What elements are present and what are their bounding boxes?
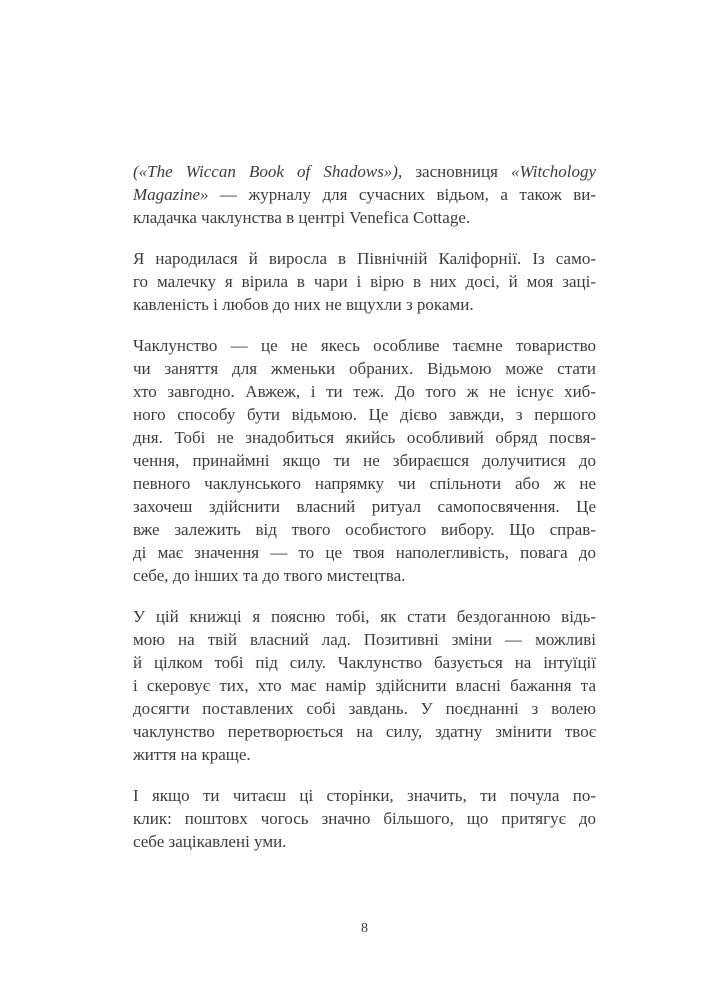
body-text-segment: себе, до інших та до твого мистецтва. (133, 566, 406, 585)
text-line (133, 784, 596, 807)
paragraph (133, 334, 596, 587)
text-line (133, 720, 596, 743)
body-text-segment: У цій книжці я поясню тобі, як стати бездоганною відь- (133, 607, 596, 626)
paragraph (133, 160, 596, 229)
text-line (133, 247, 596, 270)
body-text-segment: І якщо ти читаєш ці сторінки, значить, ти почула по- (133, 786, 596, 805)
body-text-segment: вже залежить від твого особистого вибору. Що справ- (133, 520, 596, 539)
body-text-segment: досягти поставлених собі завдань. У поєднанні з волею (133, 699, 596, 718)
text-line (133, 270, 596, 293)
text-line (133, 293, 596, 316)
text-line (133, 674, 596, 697)
text-line (133, 334, 596, 357)
text-line (133, 206, 596, 229)
text-line (133, 830, 596, 853)
text-line (133, 472, 596, 495)
text-line (133, 541, 596, 564)
body-text-segment: певного чаклунського напрямку чи спільноти або ж не (133, 474, 596, 493)
paragraph (133, 247, 596, 316)
text-line (133, 628, 596, 651)
page-number: 8 (361, 921, 368, 936)
text-line (133, 426, 596, 449)
body-text-segment: дня. Тобі не знадобиться якийсь особливий обряд посвя- (133, 428, 596, 447)
body-text-segment: й цілком тобі під силу. Чаклунство базується на інтуїції (133, 653, 596, 672)
text-line (133, 183, 596, 206)
paragraph (133, 605, 596, 766)
body-text-segment: засновниця (415, 162, 512, 181)
body-text-segment: і скеровує тих, хто має намір здійснити власні бажання та (133, 676, 596, 695)
body-text-segment: ді має значення — то це твоя наполегливість, повага до (133, 543, 596, 562)
body-text-segment: життя на краще. (133, 745, 251, 764)
body-text-segment: — журналу для сучасних відьом, а також ви- (220, 185, 596, 204)
paragraph (133, 784, 596, 853)
text-line (133, 743, 596, 766)
body-text-segment: захочеш здійснити власний ритуал самопосвячення. Це (133, 497, 596, 516)
text-line (133, 651, 596, 674)
text-line (133, 380, 596, 403)
body-text-segment: чення, принаймні якщо ти не збираєшся долучитися до (133, 451, 596, 470)
body-text-segment: мою на твій власний лад. Позитивні зміни — можливі (133, 630, 596, 649)
body-text-segment: ного способу бути відьмою. Це дієво завжди, з першого (133, 405, 596, 424)
body-text-segment: го малечку я вірила в чари і вірю в них досі, й моя заці- (133, 272, 596, 291)
text-line (133, 449, 596, 472)
body-text-segment: клик: поштовх чогось значно більшого, що притягує до (133, 809, 596, 828)
text-line (133, 807, 596, 830)
italic-text-segment: («The Wiccan Book of Shadows»), (133, 162, 416, 181)
text-line (133, 357, 596, 380)
italic-text-segment: Magazine» (133, 185, 221, 204)
italic-text-segment: «Witchology (511, 162, 596, 181)
text-line (133, 605, 596, 628)
body-text-segment: кладачка чаклунства в центрі Venefica Cottage. (133, 208, 471, 227)
body-text-segment: себе зацікавлені уми. (133, 832, 287, 851)
body-text-segment: чи заняття для жменьки обраних. Відьмою може стати (133, 359, 596, 378)
text-line (133, 160, 596, 183)
body-text-segment: Чаклунство — це не якесь особливе таємне товариство (133, 336, 596, 355)
text-block (133, 160, 596, 871)
text-line (133, 403, 596, 426)
body-text-segment: чаклунство перетворюється на силу, здатну змінити твоє (133, 722, 596, 741)
text-line (133, 564, 596, 587)
body-text-segment: Я народилася й виросла в Північній Каліфорнії. Із само- (133, 249, 596, 268)
body-text-segment: кавленість і любов до них не вщухли з роками. (133, 295, 474, 314)
text-line (133, 495, 596, 518)
text-line (133, 518, 596, 541)
body-text-segment: хто завгодно. Авжеж, і ти теж. До того ж не існує хиб- (133, 382, 596, 401)
text-line (133, 697, 596, 720)
